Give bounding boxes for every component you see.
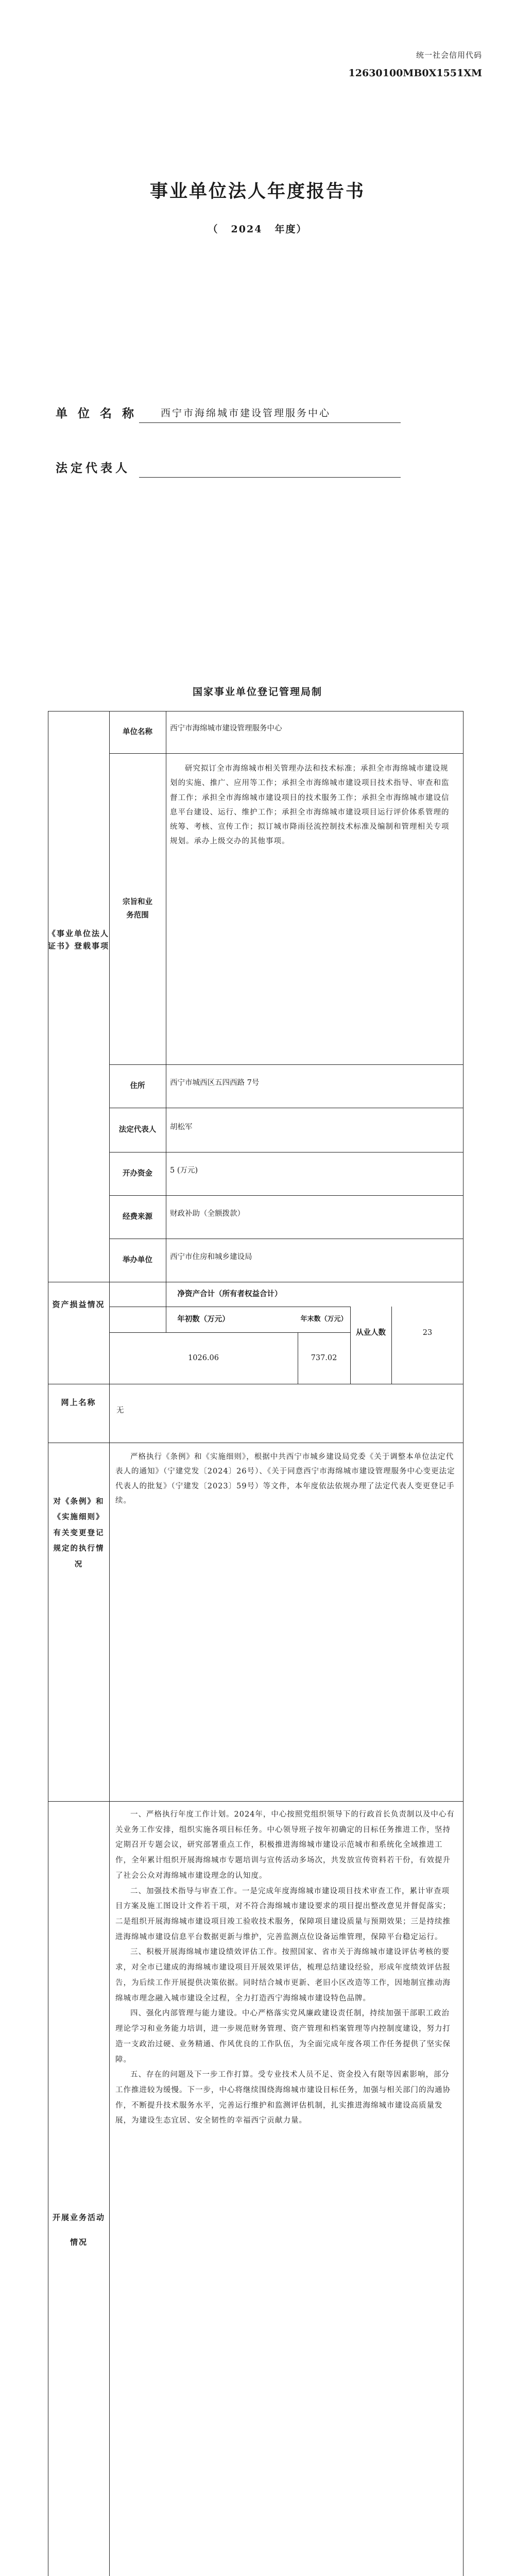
reg-sponsor-label: 举办单位 (123, 1255, 152, 1264)
net-assets-begin-label: 年初数（万元） (177, 1314, 230, 1324)
activities-para-2: 二、加强技术指导与审查工作。一是完成年度海绵城市建设项目技术审查工作，累计审查项目方案及施工图设计文件若干项，对不符合海绵城市建设要求的项目提出整改意见并督促落实；二是组织开展海绵城市建设项目竣工验收技术服务，保障项目建设质量与预期效果；三是持续推进海绵城市建设信息平台数据更新与维护，完善监测点位设备运维管理，保障平台稳定运行。 (115, 1887, 451, 1941)
activities-para-3: 三、积极开展海绵城市建设绩效评估工作。按照国家、省市关于海绵城市建设评估考核的要求，对全市已建成的海绵城市建设项目开展效果评估，梳理总结建设经验，形成年度绩效评估报告，为后续工作开展提供决策依据。同时结合城市更新、老旧小区改造等工作，因地制宜推动海绵城市理念融入城市建设全过程，全力打造西宁海绵城市建设特色品牌。 (115, 1948, 451, 2003)
report-year: （ 2024 年度） (208, 224, 307, 235)
activities-para-1: 一、严格执行年度工作计划。2024年，中心按照党组织领导下的行政首长负责制以及中心有关业务工作安排，组织实施各项目标任务。中心领导班子按年初确定的目标任务推进工作，坚持定期召开专题会议，研究部署重点工作，积极推进海绵城市建设示范城市和系统化全域推进工作，全年累计组织开展海绵城市专题培训与宣传活动多场次，共发放宣传资料若干份，有效提升了社会公众对海绵城市建设理念的认知度。 (115, 1810, 455, 1880)
reg-name-label: 单位名称 (123, 727, 152, 736)
reg-name-value: 西宁市海绵城市建设管理服务中心 (170, 724, 282, 733)
staff-count-value: 23 (422, 1328, 433, 1337)
activities-body (115, 1807, 457, 2129)
reg-funds-value: 5 (万元) (170, 1166, 198, 1175)
unit-name-underline (139, 422, 401, 423)
reg-legal-rep-label: 法定代表人 (118, 1125, 157, 1134)
activities-side-label: 开展业务活动情况 (52, 2213, 105, 2247)
unit-name-label: 单 位 名 称 (56, 406, 138, 420)
reg-address-label: 住所 (130, 1081, 145, 1090)
reg-legal-rep-value: 胡松军 (170, 1123, 193, 1131)
reg-source-label: 经费来源 (123, 1212, 152, 1221)
regulations-side-label: 对《条例》和《实施细则》有关变更登记规定的执行情况 (53, 1497, 105, 1569)
reg-funds-label: 开办资金 (123, 1168, 152, 1178)
web-name-value: 无 (116, 1406, 124, 1415)
reg-source-value: 财政补助（全额拨款） (170, 1210, 245, 1218)
reg-purpose-label: 宗旨和业务范围 (123, 897, 152, 920)
reg-address-value: 西宁市城西区五四西路 7号 (170, 1079, 260, 1087)
assets-side-label: 资产损益情况 (52, 1300, 105, 1309)
legal-rep-underline (139, 477, 401, 478)
staff-count-label: 从业人数 (356, 1328, 386, 1337)
unit-name-value: 西宁市海绵城市建设管理服务中心 (161, 408, 331, 419)
net-assets-end-label: 年末数（万元） (300, 1315, 348, 1324)
regulations-text: 严格执行《条例》和《实施细则》，根据中共西宁市城乡建设局党委《关于调整本单位法定代表人的通知》（宁建党发〔2024〕26号）、《关于同意西宁市海绵城市建设管理服务中心变更法定代表人的批复》（宁建发〔2023〕59号）等文件，本年度依法依规办理了法定代表人变更登记手续。 (115, 1453, 455, 1505)
credit-code-label: 统一社会信用代码 (416, 50, 482, 60)
net-assets-begin-value: 1026.06 (188, 1353, 219, 1362)
web-name-label: 网上名称 (61, 1398, 96, 1407)
table-issuer: 国家事业单位登记管理局制 (192, 686, 322, 698)
reg-purpose-value: 研究拟订全市海绵城市相关管理办法和技术标准；承担全市海绵城市建设规划的实施、推广、应用等工作；承担全市海绵城市建设项目技术指导、审查和监督工作；承担全市海绵城市建设项目的技术服务工作；承担全市海绵城市建设信息平台建设、运行、维护工作；承担全市海绵城市建设项目运行评价体系管理的统筹、考核、宣传工作；拟订城市降雨径流控制技术标准及编制和管理相关专项规划。承办上级交办的其他事项。 (170, 765, 450, 846)
credit-code-value: 12630100MB0X1551XM (348, 67, 482, 79)
reg-sponsor-value: 西宁市住房和城乡建设局 (170, 1253, 252, 1261)
activities-para-5: 五、存在的问题及下一步工作打算。受专业技术人员不足、资金投入有限等因素影响，部分工作推进较为缓慢。下一步，中心将继续围绕海绵城市建设目标任务，加强与相关部门的沟通协作，不断提升技术服务水平，完善运行维护和监测评估机制，扎实推进海绵城市建设高质量发展，为建设生态宜居、安全韧性的幸福西宁贡献力量。 (115, 2071, 451, 2125)
net-assets-end-value: 737.02 (311, 1353, 337, 1362)
registration-side-label: 《事业单位法人证书》登载事项 (48, 929, 110, 951)
report-title: 事业单位法人年度报告书 (149, 181, 365, 202)
credit-code-block (349, 49, 482, 79)
activities-para-4: 四、强化内部管理与能力建设。中心严格落实党风廉政建设责任制，持续加强干部职工政治理论学习和业务能力培训，进一步规范财务管理、资产管理和档案管理等内控制度建设，努力打造一支政治过硬、业务精通、作风优良的工作队伍，为全面完成年度各项工作任务提供了坚实保障。 (115, 2009, 451, 2064)
legal-rep-label: 法定代表人 (56, 461, 130, 475)
year-value: 2024 (231, 224, 263, 235)
net-assets-header: 净资产合计（所有者权益合计） (177, 1289, 282, 1298)
